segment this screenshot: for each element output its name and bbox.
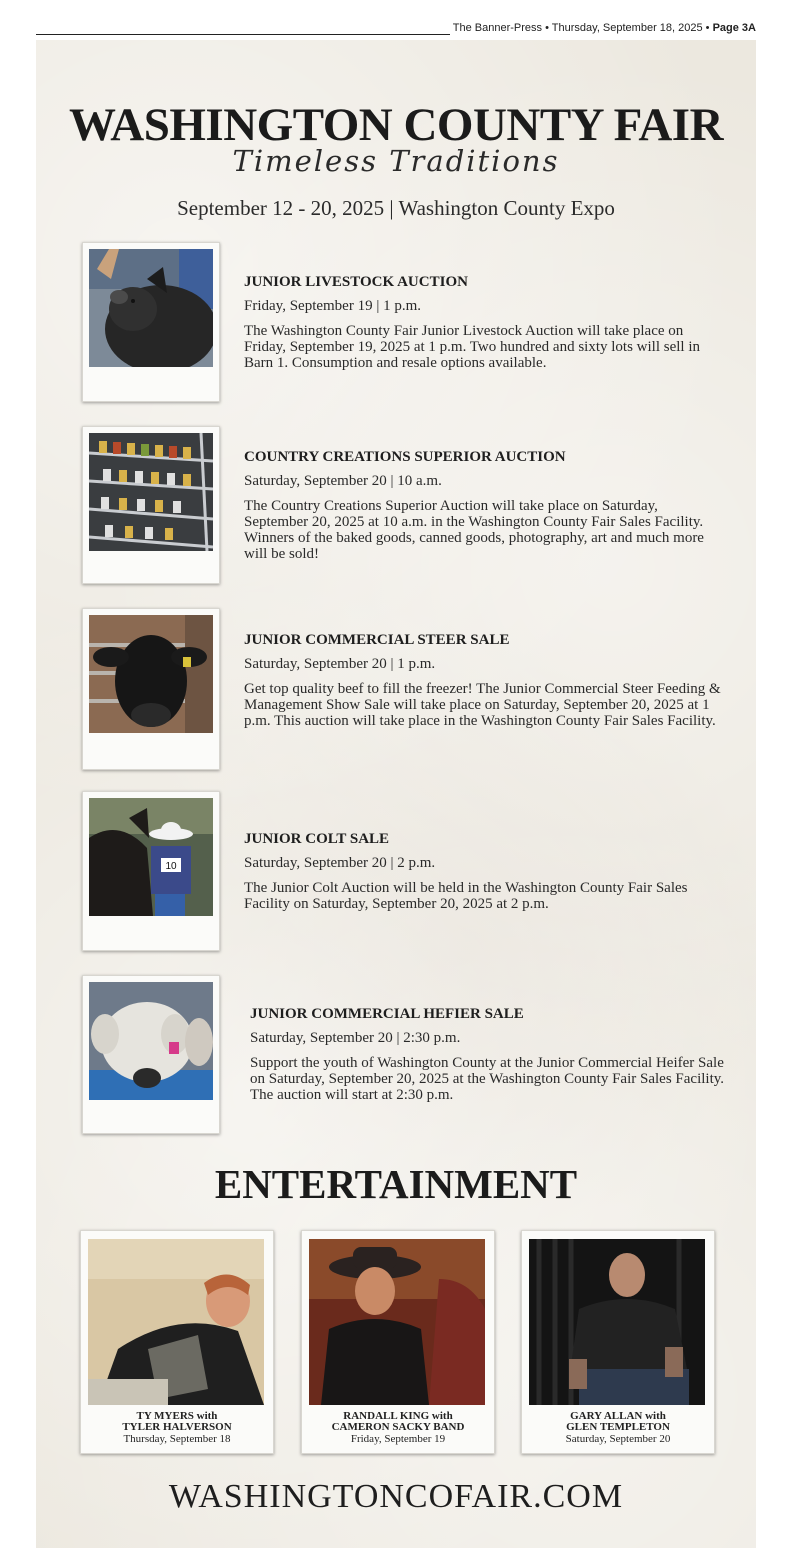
event-description: The Junior Colt Auction will be held in the Washington County Fair Sales Facility on Saturday, September 20, 2025 at 2 p.m. xyxy=(244,880,688,912)
event-junior-colt-sale xyxy=(244,831,724,912)
event-photo-steer xyxy=(82,608,220,770)
gary-allan-photo xyxy=(529,1239,705,1405)
heifer-image xyxy=(89,982,213,1100)
performer-opener: CAMERON SACKY BAND xyxy=(331,1421,465,1433)
event-description: The Washington County Fair Junior Livestock Auction will take place on Friday, September 19, 2025 at 1 p.m. Two hundred and sixty lots will sell in Barn 1. Consumption and resale options available. xyxy=(244,323,700,371)
performance-date: Saturday, September 20 xyxy=(565,1433,671,1445)
performer-opener: TYLER HALVERSON xyxy=(122,1421,232,1433)
exhibitor-number: 10 xyxy=(165,861,177,872)
event-photo-pig xyxy=(82,242,220,402)
performance-date: Friday, September 19 xyxy=(350,1433,446,1445)
page-number: Page 3A xyxy=(712,22,756,34)
canned-goods-image xyxy=(89,433,213,551)
event-title: JUNIOR COMMERCIAL STEER SALE xyxy=(244,632,510,648)
fair-advertisement xyxy=(36,40,756,1548)
colt-image xyxy=(89,798,213,916)
header-rule xyxy=(36,34,450,35)
event-photo-colt xyxy=(82,791,220,951)
ty-myers-photo xyxy=(88,1239,264,1405)
event-photo-canned-goods xyxy=(82,426,220,584)
event-time: Friday, September 19 | 1 p.m. xyxy=(244,298,422,314)
performer-card-gary-allan xyxy=(521,1230,715,1454)
event-time: Saturday, September 20 | 2:30 p.m. xyxy=(250,1030,461,1046)
event-time: Saturday, September 20 | 10 a.m. xyxy=(244,473,442,489)
performer-caption xyxy=(522,1411,714,1445)
event-time: Saturday, September 20 | 2 p.m. xyxy=(244,855,436,871)
performer-card-ty-myers xyxy=(80,1230,274,1454)
performer-headliner: RANDALL KING with xyxy=(343,1410,453,1422)
event-title: JUNIOR COLT SALE xyxy=(244,831,390,847)
event-junior-heifer-sale xyxy=(250,1006,730,1103)
page-header xyxy=(453,22,756,34)
event-title: JUNIOR COMMERCIAL HEFIER SALE xyxy=(250,1006,524,1022)
pig-image xyxy=(89,249,213,367)
publication-line: The Banner-Press • Thursday, September 18, 2025 • xyxy=(452,22,710,34)
performer-opener: GLEN TEMPLETON xyxy=(566,1421,670,1433)
performance-date: Thursday, September 18 xyxy=(123,1433,231,1445)
randall-king-photo xyxy=(309,1239,485,1405)
performer-card-randall-king xyxy=(301,1230,495,1454)
steer-image xyxy=(89,615,213,733)
performer-caption xyxy=(302,1411,494,1445)
entertainment-heading: ENTERTAINMENT xyxy=(214,1161,578,1207)
fair-tagline: Timeless Traditions xyxy=(232,144,560,178)
event-description: The Country Creations Superior Auction will take place on Saturday, September 20, 2025 at 10 a.m. in the Washington County Fair Sales Facility. Winners of the baked goods, canned goods, photography, art and much more will be sold! xyxy=(244,498,704,562)
fair-title: WASHINGTON COUNTY FAIR xyxy=(68,99,724,151)
event-junior-livestock-auction xyxy=(244,274,724,371)
fair-website[interactable]: WASHINGTONCOFAIR.COM xyxy=(168,1478,624,1515)
performer-headliner: TY MYERS with xyxy=(136,1410,218,1422)
performer-caption xyxy=(81,1411,273,1445)
event-junior-steer-sale xyxy=(244,632,724,729)
event-time: Saturday, September 20 | 1 p.m. xyxy=(244,656,436,672)
event-title: JUNIOR LIVESTOCK AUCTION xyxy=(244,274,468,290)
event-country-creations-auction xyxy=(244,449,724,562)
event-description: Support the youth of Washington County at the Junior Commercial Heifer Sale on Saturday, September 20, 2025 at the Washington County Fair Sales Facility. The auction will start at 2:30 p.m. xyxy=(250,1055,725,1103)
event-title: COUNTRY CREATIONS SUPERIOR AUCTION xyxy=(244,449,566,465)
event-photo-heifer xyxy=(82,975,220,1134)
event-description: Get top quality beef to fill the freezer! The Junior Commercial Steer Feeding & Management Show Sale will take place on Saturday, September 20, 2025 at 1 p.m. This auction will take place in the Washington County Fair Sales Facility. xyxy=(244,681,721,729)
performer-headliner: GARY ALLAN with xyxy=(570,1410,666,1422)
fair-dates: September 12 - 20, 2025 | Washington County Expo xyxy=(177,196,615,220)
